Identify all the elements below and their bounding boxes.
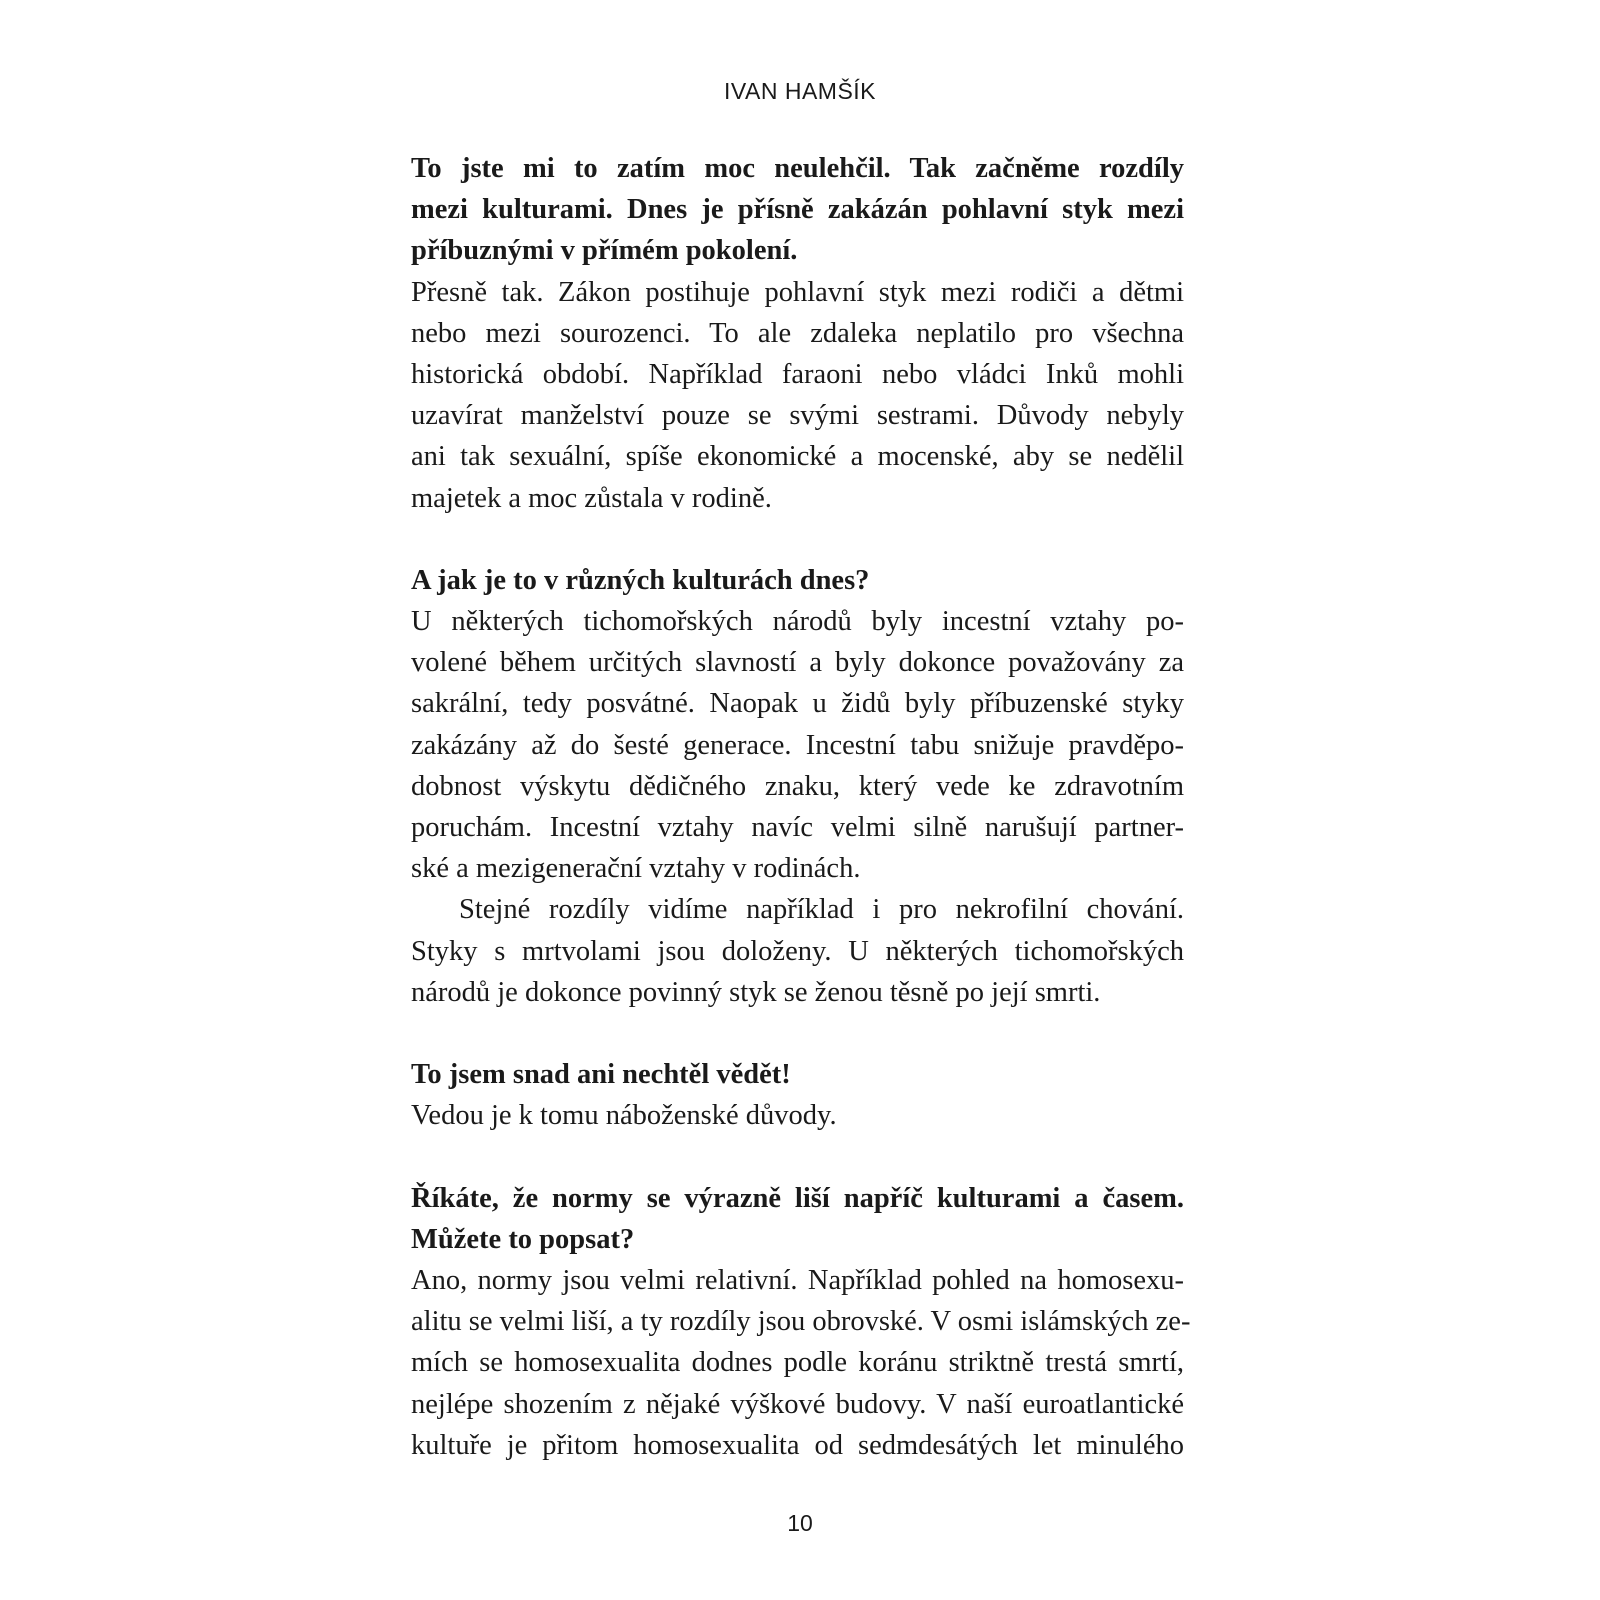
answer-line: Přesně tak. Zákon postihuje pohlavní styk mezi rodiči a dětmi bbox=[411, 276, 1184, 308]
question-2 bbox=[411, 560, 1184, 601]
page-number: 10 bbox=[787, 1510, 813, 1536]
answer-line: Stejné rozdíly vidíme například i pro nekrofilní chování. bbox=[459, 894, 1184, 926]
answer-2 bbox=[411, 601, 1184, 889]
answer-1 bbox=[411, 272, 1184, 519]
question-line: A jak je to v různých kulturách dnes? bbox=[411, 564, 870, 596]
answer-line: alitu se velmi liší, a ty rozdíly jsou obrovské. V osmi islámských ze- bbox=[411, 1306, 1191, 1338]
answer-line: kultuře je přitom homosexualita od sedmdesátých let minulého bbox=[411, 1429, 1184, 1461]
answer-line: národů je dokonce povinný styk se ženou těsně po její smrti. bbox=[411, 976, 1101, 1008]
question-4 bbox=[411, 1178, 1184, 1260]
paragraph-gap bbox=[411, 1137, 1184, 1178]
question-line: To jste mi to zatím moc neulehčil. Tak začněme rozdíly bbox=[411, 153, 1184, 184]
paragraph-gap bbox=[411, 519, 1184, 560]
answer-3 bbox=[411, 1095, 1184, 1136]
answer-line: nebo mezi sourozenci. To ale zdaleka neplatilo pro všechna bbox=[411, 317, 1184, 349]
answer-line: Ano, normy jsou velmi relativní. Například pohled na homosexu- bbox=[411, 1265, 1184, 1297]
body-text bbox=[411, 148, 1191, 1466]
answer-line: poruchám. Incestní vztahy navíc velmi silně narušují partner- bbox=[411, 812, 1184, 843]
answer-line: volené během určitých slavností a byly dokonce považovány za bbox=[411, 647, 1184, 679]
answer-line: dobnost výskytu dědičného znaku, který vede ke zdravotním bbox=[411, 770, 1184, 802]
running-head-author: IVAN HAMŠÍK bbox=[723, 78, 877, 104]
answer-line: nejlépe shozením z nějaké výškové budovy. V naší euroatlantické bbox=[411, 1388, 1184, 1420]
answer-line: zakázány až do šesté generace. Incestní tabu snižuje pravděpo- bbox=[411, 729, 1184, 761]
answer-line: historická období. Například faraoni nebo vládci Inků mohli bbox=[411, 358, 1184, 390]
question-line: Říkáte, že normy se výrazně liší napříč kulturami a časem. bbox=[411, 1182, 1184, 1214]
answer-line: Styky s mrtvolami jsou doloženy. U některých tichomořských bbox=[411, 935, 1184, 967]
question-line: Můžete to popsat? bbox=[411, 1223, 635, 1255]
question-3 bbox=[411, 1054, 1184, 1095]
paragraph-gap bbox=[411, 1013, 1184, 1054]
question-line: To jsem snad ani nechtěl vědět! bbox=[411, 1059, 791, 1091]
answer-line: Vedou je k tomu náboženské důvody. bbox=[411, 1100, 837, 1132]
question-line: mezi kulturami. Dnes je přísně zakázán pohlavní styk mezi bbox=[411, 194, 1184, 226]
answer-line: sakrální, tedy posvátné. Naopak u židů byly příbuzenské styky bbox=[411, 688, 1184, 720]
answer-line: mích se homosexualita dodnes podle koránu striktně trestá smrtí, bbox=[411, 1347, 1184, 1379]
question-line: příbuznými v přímém pokolení. bbox=[411, 235, 798, 267]
answer-line: majetek a moc zůstala v rodině. bbox=[411, 482, 772, 514]
answer-line: ské a mezigenerační vztahy v rodinách. bbox=[411, 853, 861, 885]
answer-line: ani tak sexuální, spíše ekonomické a mocenské, aby se nedělil bbox=[411, 441, 1184, 473]
answer-line: uzavírat manželství pouze se svými sestrami. Důvody nebyly bbox=[411, 400, 1184, 432]
answer-line: U některých tichomořských národů byly incestní vztahy po- bbox=[411, 606, 1184, 638]
question-1 bbox=[411, 148, 1184, 272]
answer-4 bbox=[411, 1260, 1191, 1466]
answer-2-continued bbox=[411, 889, 1184, 1013]
